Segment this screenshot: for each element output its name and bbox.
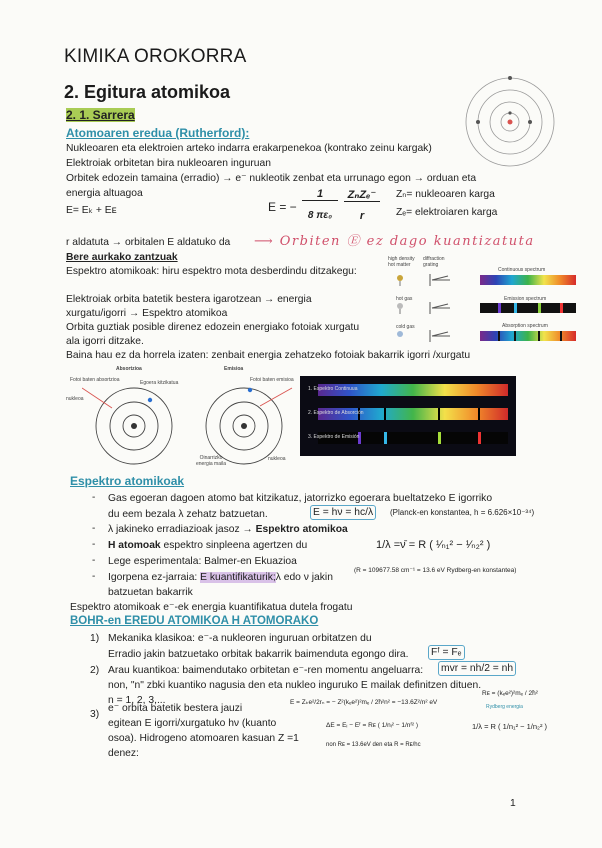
planck-equation: E = hν = hc/λ <box>310 505 376 520</box>
spectra-photo <box>300 376 516 456</box>
energy-formula-lhs: E = − <box>268 200 297 214</box>
diagram-label-oinarrizko: Oinarrizko energia maila <box>195 455 227 467</box>
ze-definition: Zₑ= elektroiaren karga <box>396 207 498 218</box>
bohr-item-1b: Erradio jakin batzuetako orbitak bakarrik baimenduta egongo dira. <box>108 649 409 660</box>
objections-line-1: Espektro atomikoak: hiru espektro mota desberdindu ditzakegu: <box>66 266 357 277</box>
espektroak-b4: Lege esperimentala: Balmer-en Ekuazioa <box>108 556 297 567</box>
rutherford-line-4: energia altuagoa <box>66 188 143 199</box>
espektroak-b5 <box>108 571 333 584</box>
espektroak-b5-text: Igorpena ez-jarraia: <box>108 572 201 583</box>
espektroak-b5-highlight: E kuantifikaturik; <box>200 572 276 583</box>
spectra-label-absorption: Absorption spectrum <box>502 323 548 329</box>
bohr-item-3-number: 3) <box>90 709 100 720</box>
formula-numerator-one: 1 <box>302 188 338 201</box>
photo-label-2: 2. Espektro de Absorción <box>308 410 364 416</box>
spectra-label-continuous: Continuous spectrum <box>498 267 546 273</box>
bohr-energy-equation: E = Zₖe²/2rₙ = − Z²(kₑe²)²mₑ / 2ħ²n² = −13.6Z²/n² eV <box>290 699 438 706</box>
atom-orbits-icon <box>462 74 558 170</box>
energy-difference-equation: ΔE = Eᵢ − Eᶠ = Rᴇ ( 1/nᵢ² − 1/nᶠ² ) <box>326 722 419 729</box>
espektroak-b5-tail: λ edo ν jakin <box>275 572 333 583</box>
radius-line: r aldatuta → orbitalen E aldatuko da <box>66 237 231 248</box>
rutherford-heading: Atomoaren eredua (Rutherford): <box>66 126 250 140</box>
wavelength-equation: 1/λ = R ( 1/n₁² − 1/n₂² ) <box>472 722 548 731</box>
spectra-label-high-density: high density hot matter <box>388 256 415 268</box>
objections-line-5: ala igorri ditzake. <box>66 336 144 347</box>
angular-momentum: mvr = nh/2 = nh <box>438 661 516 676</box>
espektroak-b3 <box>108 539 307 552</box>
spectra-label-cold-gas: cold gas <box>396 324 415 330</box>
bohr-item-3a: e⁻ orbita batetik bestera jauzi <box>108 703 243 714</box>
espektroak-b2-bold: Espektro atomikoa <box>255 524 348 535</box>
bullet-2: - <box>92 523 96 534</box>
formula-charges: ZₙZₑ⁻ <box>344 188 380 202</box>
objections-line-4: Orbita guztiak posible direnez edozein energiako fotoiak xurgatu <box>66 322 360 333</box>
spectra-label-hot-gas: hot gas <box>396 296 413 302</box>
page-number: 1 <box>510 798 516 809</box>
espektroak-b3-text: espektro sinpleena agertzen du <box>160 540 308 551</box>
absorption-spectrum-bar <box>480 331 576 341</box>
espektroak-b1b: du eem bezala λ zehatz batzuetan. <box>108 509 268 520</box>
objections-line-3: xurgatu/igorri → Espektro atomikoa <box>66 308 228 319</box>
bohr-item-1a: Mekanika klasikoa: e⁻-a nukleoren inguruan orbitatzen du <box>108 633 372 644</box>
diagram-label-fotoi-absorbitua: Fotoi baten absortzioa <box>70 377 120 383</box>
bohr-item-1-number: 1) <box>90 633 100 644</box>
rutherford-line-3: Orbitek edozein tamaina (erradio) → e⁻ nukleotik zenbat eta urrunago egon → orduan eta <box>66 173 477 184</box>
rydberg-note: non Rᴇ = 13.6eV den eta R = Rᴇ/hc <box>326 742 421 748</box>
bohr-item-3d: denez: <box>108 748 139 759</box>
section-heading-text: 2. 1. Sarrera <box>66 108 135 122</box>
diagram-label-absortzioa: Absortzioa <box>116 366 142 372</box>
chapter-heading: 2. Egitura atomikoa <box>64 82 231 102</box>
continuous-spectrum-bar <box>480 275 576 285</box>
rydberg-energy-equation: Rᴇ = (kₑe²)²mₑ / 2ħ² <box>482 690 538 697</box>
objections-heading: Bere aurkako zantzuak <box>66 252 178 263</box>
photo-label-1: 1. Espektro Continuua <box>308 386 358 392</box>
bohr-item-3c: osoa). Hidrogeno atomoaren kasuan Z =1 <box>108 733 299 744</box>
rutherford-line-1: Nukleoaren eta elektroien arteko indarra erakarpenekoa (kontrako zeinu kargak) <box>66 143 432 154</box>
formula-radius: r <box>359 210 365 222</box>
rutherford-line-2: Elektroiak orbitetan bira nukleoaren inguruan <box>66 158 271 169</box>
photo-label-3: 3. Espektro de Emisión <box>308 434 360 440</box>
bullet-1: - <box>92 492 96 503</box>
rydberg-constant: (R = 109677.58 cm⁻¹ = 13.6 eV Rydberg-en konstantea) <box>354 567 517 574</box>
objections-line-2: Elektroiak orbita batetik bestera igarotzean → energia <box>66 294 312 305</box>
espektroak-b2-text: λ jakineko erradiazioak jasoz → <box>108 524 256 535</box>
spectra-label-diffraction: diffraction grating <box>423 256 445 268</box>
diagram-label-egoera: Egoera kitzikatua <box>140 380 179 386</box>
bohr-item-2a: Arau kuantikoa: baimendutako orbitetan e⁻-ren momentu angeluarra: <box>108 665 424 676</box>
orbit-diagrams-icon <box>82 384 298 468</box>
emission-spectrum-bar <box>480 303 576 313</box>
espektroak-b3-bold: H atomoak <box>108 540 161 551</box>
section-heading <box>66 108 135 122</box>
energy-sum: E= Eₖ + Eᴇ <box>66 205 117 216</box>
formula-denominator: 8 πε₀ <box>307 210 333 221</box>
diagram-label-fotoi-emisioa: Fotoi baten emisioa <box>250 377 294 383</box>
bohr-item-2d: n = 1, 2, 3,... <box>108 695 166 706</box>
espektroak-b2 <box>108 523 348 536</box>
diagram-label-nukleoa-2: nukleoa <box>268 456 286 462</box>
bullet-3: - <box>92 539 96 550</box>
espektroak-b5d: batzuetan bakarrik <box>108 587 193 598</box>
bohr-item-2-number: 2) <box>90 665 100 676</box>
bullet-4: - <box>92 555 96 566</box>
handwritten-note: ⟶ Orbiten Ⓔ ez dago kuantizatuta <box>254 234 535 249</box>
espektroak-b1a: Gas egoeran dagoen atomo bat kitzikatuz, jatorrizko egoerara bueltatzeko E igorriko <box>108 493 493 504</box>
diagram-label-emisioa: Emisioa <box>224 366 244 372</box>
planck-constant: (Planck-en konstantea, h = 6.626×10⁻³⁴) <box>390 508 535 517</box>
bohr-item-3b: egitean E igorri/xurgatuko hν (kuanto <box>108 718 277 729</box>
page-title: KIMIKA OROKORRA <box>64 46 247 67</box>
espektroak-heading: Espektro atomikoak <box>70 474 185 488</box>
diagram-label-nukleoa: nukleoa <box>66 396 84 402</box>
zn-definition: Zₙ= nukleoaren karga <box>396 189 495 200</box>
spectra-label-emission: Emission spectrum <box>504 296 547 302</box>
rydberg-energy-note: Rydberg energia <box>486 704 523 710</box>
force-balance: Fᶠ = Fₑ <box>428 645 465 660</box>
bohr-heading: BOHR-en EREDU ATOMIKOA H ATOMORAKO <box>70 615 319 627</box>
bullet-5: - <box>92 571 96 582</box>
rydberg-formula: 1/λ =ν̄ = R ( ¹⁄ₙ₁² − ¹⁄ₙ₂² ) <box>376 539 491 551</box>
light-source-icon <box>390 272 480 342</box>
objections-line-6: Baina hau ez da horrela izaten: zenbait energia zehatzeko fotoiak bakarrik igorri /xurgatu <box>66 350 471 361</box>
espektroak-closing: Espektro atomikoak e⁻-ek energia kuantifikatua dutela frogatu <box>70 602 353 613</box>
bohr-item-2c: non, "n" zbki kuantiko nagusia den eta nukleo inguruko E mailak definitzen dituen. <box>108 680 482 691</box>
